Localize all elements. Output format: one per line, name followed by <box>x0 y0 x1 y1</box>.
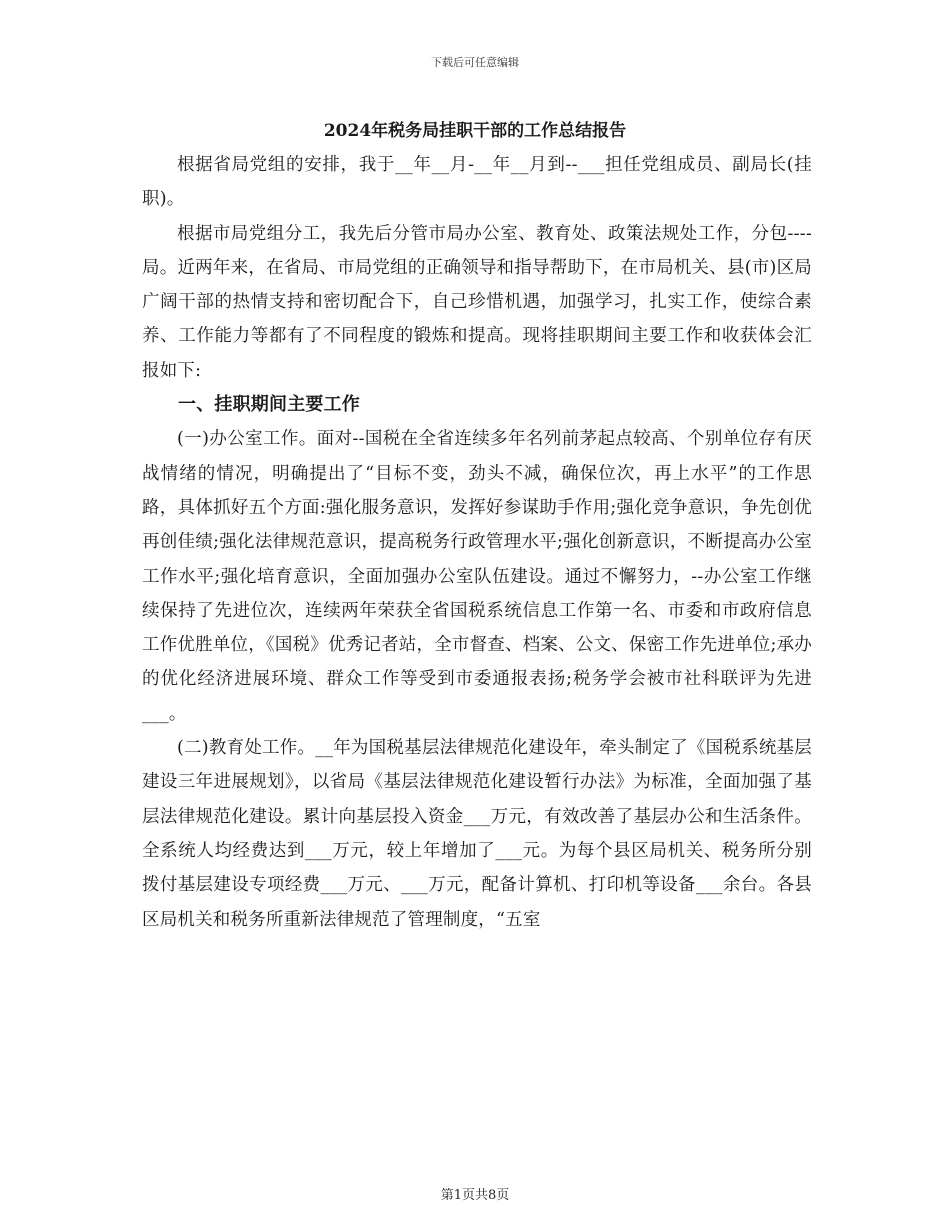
document-title: 2024年税务局挂职干部的工作总结报告 <box>323 121 627 141</box>
section-heading-main-work: 一、挂职期间主要工作 <box>178 394 360 416</box>
header-note: 下载后可任意编辑 <box>431 56 519 69</box>
paragraph-education-work: (二)教育处工作。__年为国税基层法律规范化建设年，牵头制定了《国税系统基层建设三年进展规划》，以省局《基层法律规范化建设暂行办法》为标准，全面加强了基层法律规范化建设。累计向基层投入资金___万元，有效改善了基层办公和生活条件。全系统人均经费达到___万元，较上年增加了___元。为每个县区局机关、税务所分别拨付基层建设专项经费___万元、___万元，配备计算机、打印机等设备___余台。各县区局机关和税务所重新法律规范了管理制度，“五室 <box>142 738 812 930</box>
paragraph-appointment: 根据省局党组的安排，我于__年__月-__年__月到--___担任党组成员、副局长(挂职)。 <box>142 155 812 210</box>
paragraph-overview: 根据市局党组分工，我先后分管市局办公室、教育处、政策法规处工作，分包----局。近两年来，在省局、市局党组的正确领导和指导帮助下，在市局机关、县(市)区局广阔干部的热情支持和密切配合下，自己珍惜机遇，加强学习，扎实工作，使综合素养、工作能力等都有了不同程度的锻炼和提高。现将挂职期间主要工作和收获体会汇报如下: <box>142 223 812 381</box>
document-body <box>142 148 812 937</box>
paragraph-office-work: (一)办公室工作。面对--国税在全省连续多年名列前茅起点较高、个别单位存有厌战情绪的情况，明确提出了“目标不变，劲头不减，确保位次，再上水平”的工作思路，具体抓好五个方面:强化服务意识，发挥好参谋助手作用;强化竞争意识，争先创优再创佳绩;强化法律规范意识，提高税务行政管理水平;强化创新意识，不断提高办公室工作水平;强化培育意识，全面加强办公室队伍建设。通过不懈努力，--办公室工作继续保持了先进位次，连续两年荣获全省国税系统信息工作第一名、市委和市政府信息工作优胜单位，《国税》优秀记者站，全市督查、档案、公文、保密工作先进单位;承办的优化经济进展环境、群众工作等受到市委通报表扬;税务学会被市社科联评为先进___。 <box>142 429 812 724</box>
page-number: 第1页共8页 <box>440 1188 510 1203</box>
